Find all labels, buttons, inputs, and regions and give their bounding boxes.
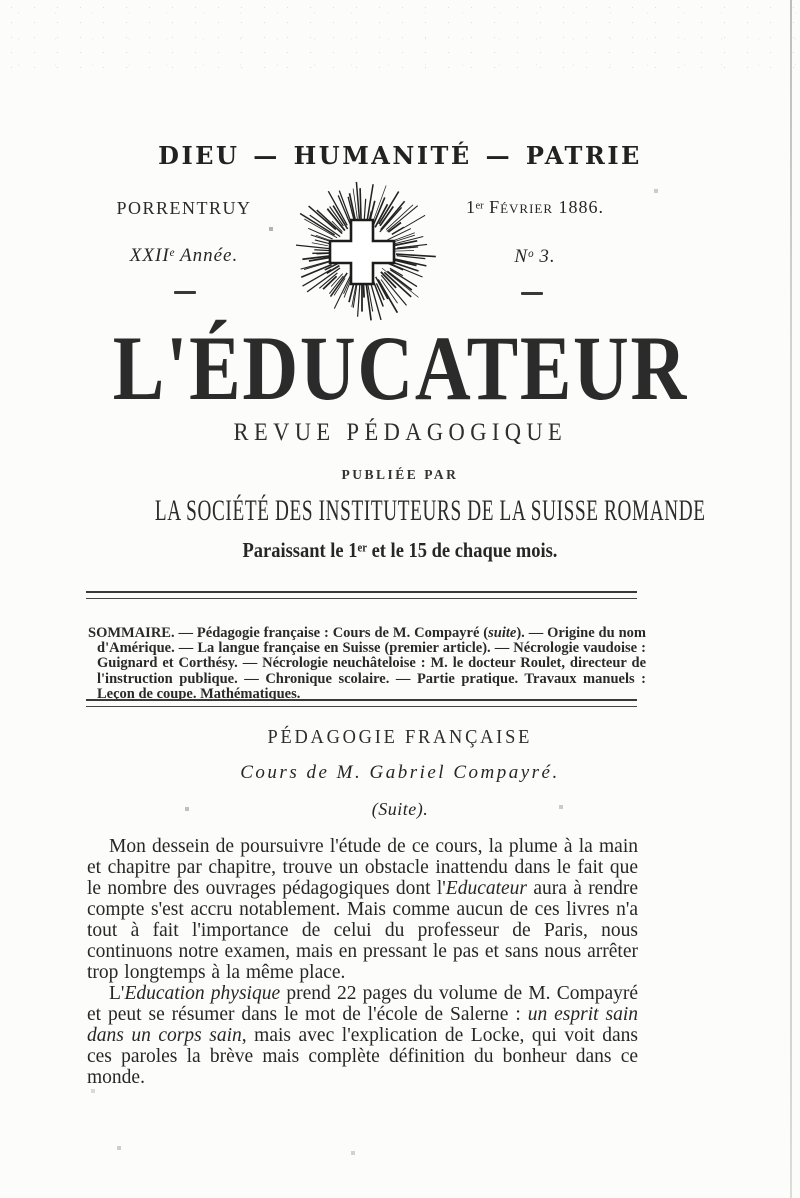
scan-noise bbox=[0, 0, 800, 70]
separator-dash-left bbox=[174, 291, 196, 294]
publication-frequency: Paraissant le 1er et le 15 de chaque mois. bbox=[242, 538, 558, 562]
article-heading: PÉDAGOGIE FRANÇAISE bbox=[267, 726, 533, 748]
double-rule-top bbox=[86, 591, 637, 599]
scan-edge-line bbox=[790, 0, 792, 1198]
summary-paragraph: SOMMAIRE. — Pédagogie française : Cours de M. Compayré (suite). — Origine du nom d'Amérique. — La langue française en Suisse (premier article). — Nécrologie vaudoise : Guignard et Corthésy. — Nécrologie neuchâteloise : M. le docteur Roulet, directeur de l'instruction publique. — Chronique scolaire. — Partie pratique. Travaux manuels : Leçon de coupe. Mathématiques. bbox=[88, 624, 646, 703]
sunburst-icon bbox=[282, 176, 442, 328]
article-subheading: Cours de M. Gabriel Compayré. bbox=[240, 762, 560, 783]
journal-title: L'ÉDUCATEUR bbox=[112, 317, 688, 419]
article-body bbox=[87, 836, 638, 1088]
issue-date: 1er Février 1886. bbox=[465, 197, 605, 217]
double-rule-bottom bbox=[86, 699, 637, 707]
motto: DIEU — HUMANITÉ — PATRIE bbox=[158, 141, 642, 170]
separator-dash-right bbox=[521, 292, 543, 295]
article-continuation-note: (Suite). bbox=[371, 799, 429, 819]
journal-subtitle: REVUE PÉDAGOGIQUE bbox=[233, 419, 567, 446]
scan-specks bbox=[0, 0, 2, 2]
publisher-name: LA SOCIÉTÉ DES INSTITUTEURS DE LA SUISSE ROMANDE bbox=[154, 494, 706, 527]
paragraph: Mon dessein de poursuivre l'étude de ce cours, la plume à la main et chapitre par chapitre, trouve un obstacle inattendu dans le fait que le nombre des ouvrages pédagogiques dont l'Educateur aura à rendre compte s'est accru notablement. Mais comme aucun de ces livres n'a tout à fait l'importance de celui du professeur de Paris, nous continuons notre examen, mais en pressant le pas et sans nous arrêter trop longtemps à la même place. bbox=[87, 836, 638, 983]
published-by-label: PUBLIÉE PAR bbox=[341, 467, 459, 482]
publication-place: PORRENTRUY bbox=[116, 198, 252, 218]
paragraph: L'Education physique prend 22 pages du volume de M. Compayré et peut se résumer dans le mot de l'école de Salerne : un esprit sain dans un corps sain, mais avec l'explication de Locke, qui voit dans ces paroles la brève mais complète définition du bonheur dans ce monde. bbox=[87, 983, 638, 1088]
volume-year: XXIIe Année. bbox=[129, 245, 239, 266]
issue-number: $N^o$ 3. bbox=[514, 246, 556, 267]
